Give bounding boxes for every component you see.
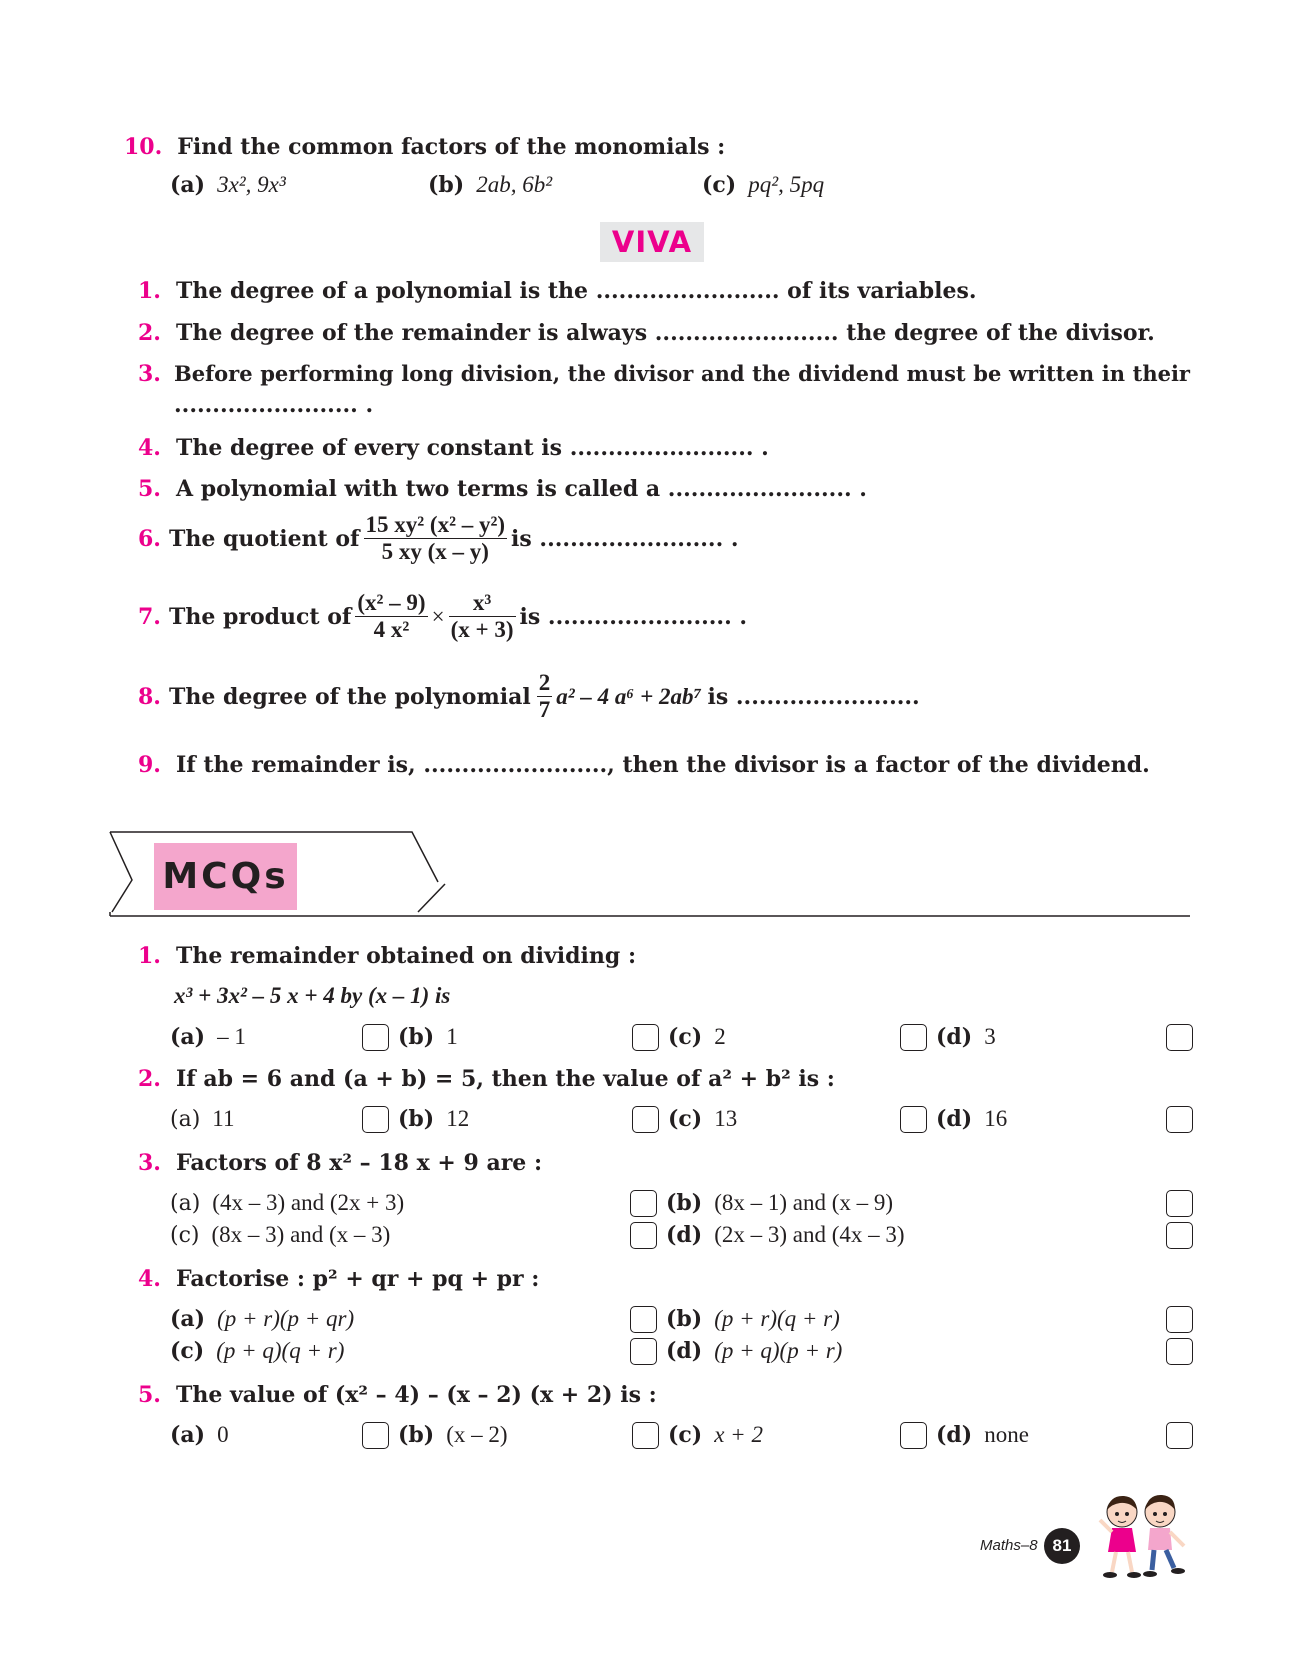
item-number: 4. — [138, 435, 161, 461]
option-label: (d) — [936, 1024, 973, 1050]
fraction — [537, 670, 553, 723]
item-text: Before performing long division, the divisor and the dividend must be written in their — [174, 361, 1190, 386]
item-text: The degree of a polynomial is the ........................ of its variables. — [175, 278, 977, 304]
item-number: 5. — [138, 476, 161, 502]
item-text: A polynomial with two terms is called a ........................ . — [175, 476, 867, 502]
fraction-denominator: (x + 3) — [450, 617, 514, 642]
viva-item-2 — [138, 320, 1155, 346]
mcq-4-checkbox-d[interactable] — [1166, 1338, 1193, 1365]
mcq-2-checkbox-a[interactable] — [362, 1106, 389, 1133]
mcq-3 — [138, 1150, 542, 1176]
option-value: 1 — [446, 1024, 458, 1049]
option-value: 16 — [984, 1106, 1008, 1131]
question-number: 10. — [124, 134, 163, 160]
option-value: (2x – 3) and (4x – 3) — [714, 1222, 905, 1247]
option-value: none — [984, 1422, 1029, 1447]
option-value: (8x – 3) and (x – 3) — [211, 1222, 391, 1247]
viva-item-4 — [138, 435, 769, 461]
option-label: (b) — [666, 1306, 703, 1332]
mcq-3-checkbox-b[interactable] — [1166, 1190, 1193, 1217]
fraction-1 — [355, 590, 427, 643]
fraction-numerator: x³ — [449, 590, 516, 617]
mcq-1-option-b — [398, 1024, 458, 1050]
question-number: 3. — [138, 1150, 161, 1176]
question-text: The remainder obtained on dividing : — [175, 943, 637, 969]
mcq-5-checkbox-b[interactable] — [632, 1422, 659, 1449]
option-label: (a) — [170, 1306, 206, 1332]
mcq-3-checkbox-a[interactable] — [630, 1190, 657, 1217]
mcq-2-option-c — [668, 1106, 737, 1132]
kids-illustration — [1092, 1490, 1192, 1590]
mcq-4-option-a — [170, 1306, 354, 1332]
mcq-1-checkbox-a[interactable] — [362, 1024, 389, 1051]
option-value: 13 — [714, 1106, 738, 1131]
mcq-1-checkbox-d[interactable] — [1166, 1024, 1193, 1051]
mcq-4 — [138, 1266, 539, 1292]
mcq-5-checkbox-c[interactable] — [900, 1422, 927, 1449]
fraction — [364, 512, 508, 565]
question-number: 2. — [138, 1066, 161, 1092]
option-label: (d) — [936, 1106, 973, 1132]
mcq-5 — [138, 1382, 657, 1408]
option-label: (b) — [666, 1190, 703, 1216]
mcq-5-option-a — [170, 1422, 229, 1448]
item-number: 9. — [138, 752, 161, 778]
option-value: (x – 2) — [446, 1422, 508, 1447]
mcq-2-checkbox-c[interactable] — [900, 1106, 927, 1133]
option-value: 3 — [984, 1024, 996, 1049]
option-label: (c) — [170, 1338, 205, 1364]
mcq-3-checkbox-c[interactable] — [630, 1222, 657, 1249]
item-text-post: is ........................ . — [511, 525, 739, 552]
fraction-numerator: 2 — [538, 670, 551, 695]
item-number: 8. — [138, 683, 161, 710]
question-text: The value of (x² – 4) – (x – 2) (x + 2) is : — [175, 1382, 657, 1408]
mcq-1-option-a — [170, 1024, 246, 1050]
question-number: 4. — [138, 1266, 161, 1292]
option-value: 11 — [212, 1106, 235, 1131]
fraction-2 — [449, 590, 516, 643]
mcq-5-option-c — [668, 1422, 763, 1448]
mcq-1-checkbox-c[interactable] — [900, 1024, 927, 1051]
question-text: If ab = 6 and (a + b) = 5, then the value of a² + b² is : — [175, 1066, 835, 1092]
item-text: The degree of the polynomial — [168, 683, 531, 710]
option-label: (d) — [936, 1422, 973, 1448]
option-value: 12 — [446, 1106, 470, 1131]
option-label: (b) — [428, 172, 465, 198]
mcq-5-checkbox-a[interactable] — [362, 1422, 389, 1449]
viva-item-8 — [138, 670, 920, 723]
mcq-4-checkbox-b[interactable] — [1166, 1306, 1193, 1333]
viva-item-7 — [138, 590, 747, 643]
option-label: (c) — [668, 1024, 703, 1050]
option-value: – 1 — [217, 1024, 246, 1049]
option-label: (c) — [170, 1223, 200, 1248]
option-label: (d) — [666, 1338, 703, 1364]
option-label: (c) — [668, 1106, 703, 1132]
mcq-3-checkbox-d[interactable] — [1166, 1222, 1193, 1249]
option-label: (b) — [398, 1024, 435, 1050]
option-value: x + 2 — [714, 1422, 763, 1447]
item-number: 6. — [138, 525, 161, 552]
viva-item-5 — [138, 476, 867, 502]
option-value: (4x – 3) and (2x + 3) — [212, 1190, 405, 1215]
mcq-5-checkbox-d[interactable] — [1166, 1422, 1193, 1449]
option-label: (a) — [170, 1024, 206, 1050]
mcq-heading: MCQs — [154, 843, 297, 910]
question-number: 1. — [138, 943, 161, 969]
viva-item-6 — [138, 512, 739, 565]
item-text: The quotient of — [168, 525, 360, 552]
option-label: (a) — [170, 1191, 201, 1216]
option-value: (p + r)(q + r) — [714, 1306, 840, 1331]
mcq-2 — [138, 1066, 835, 1092]
question-text: Find the common factors of the monomials : — [177, 134, 726, 160]
viva-item-3 — [138, 361, 1190, 418]
fraction-numerator: (x² – 9) — [357, 590, 426, 615]
viva-heading: VIVA — [600, 222, 704, 262]
question-10 — [124, 134, 725, 160]
fraction-numerator: 15 xy² (x² – y²) — [365, 512, 506, 537]
mcq-2-option-d — [936, 1106, 1007, 1132]
mcq-1-option-d — [936, 1024, 996, 1050]
option-label: (a) — [170, 1107, 201, 1132]
option-value: 3x², 9x³ — [217, 172, 286, 197]
question-expression: x³ + 3x² – 5 x + 4 by (x – 1) is — [174, 983, 451, 1008]
item-text-continued: ........................ . — [174, 392, 374, 418]
option-value: (8x – 1) and (x – 9) — [714, 1190, 894, 1215]
option-label: (c) — [702, 172, 737, 198]
option-label: (c) — [668, 1422, 703, 1448]
mcq-3-option-a — [170, 1190, 404, 1216]
polynomial-expression: a² – 4 a⁶ + 2ab⁷ — [556, 683, 702, 709]
viva-item-9 — [138, 752, 1150, 778]
question-number: 5. — [138, 1382, 161, 1408]
mcq-2-option-a — [170, 1106, 234, 1132]
question-text: Factors of 8 x² – 18 x + 9 are : — [175, 1150, 543, 1176]
footer-label: Maths–8 — [980, 1537, 1038, 1554]
item-number: 7. — [138, 603, 161, 630]
mcq-4-option-b — [666, 1306, 840, 1332]
item-text-post: is ........................ — [707, 683, 920, 710]
mcq-4-option-d — [666, 1338, 842, 1364]
option-label: (b) — [398, 1106, 435, 1132]
page-number: 81 — [1044, 1528, 1080, 1564]
option-value: (p + q)(q + r) — [216, 1338, 345, 1363]
item-text-post: is ........................ . — [519, 603, 748, 630]
q10-option-b — [428, 172, 552, 198]
option-label: (a) — [170, 1422, 206, 1448]
mcq-1 — [138, 943, 636, 969]
mcq-3-option-c — [170, 1222, 390, 1248]
mcq-5-option-b — [398, 1422, 508, 1448]
item-number: 3. — [138, 361, 161, 387]
mcq-5-option-d — [936, 1422, 1029, 1448]
mcq-1-option-c — [668, 1024, 726, 1050]
mcq-2-checkbox-b[interactable] — [632, 1106, 659, 1133]
item-text: The degree of every constant is ........................ . — [175, 435, 769, 461]
fraction-denominator: 7 — [538, 697, 551, 722]
mcq-3-option-d — [666, 1222, 905, 1248]
mcq-2-option-b — [398, 1106, 469, 1132]
item-text: The product of — [168, 603, 352, 630]
mcq-1-checkbox-b[interactable] — [632, 1024, 659, 1051]
option-label: (d) — [666, 1222, 703, 1248]
q10-option-c — [702, 172, 824, 198]
option-value: 2 — [714, 1024, 726, 1049]
item-number: 2. — [138, 320, 161, 346]
option-label: (b) — [398, 1422, 435, 1448]
option-value: (p + r)(p + qr) — [217, 1306, 355, 1331]
item-text: The degree of the remainder is always ........................ the degree of the divisor. — [175, 320, 1155, 346]
option-value: 2ab, 6b² — [476, 172, 553, 197]
item-text: If the remainder is, ........................, then the divisor is a factor of the dividend. — [175, 752, 1150, 778]
question-text: Factorise : p² + qr + pq + pr : — [175, 1266, 540, 1292]
q10-option-a — [170, 172, 286, 198]
option-value: pq², 5pq — [748, 172, 825, 197]
mcq-3-option-b — [666, 1190, 893, 1216]
mcq-4-checkbox-a[interactable] — [630, 1306, 657, 1333]
mcq-4-option-c — [170, 1338, 344, 1364]
mcq-4-checkbox-c[interactable] — [630, 1338, 657, 1365]
fraction-denominator: 4 x² — [373, 617, 410, 642]
option-value: (p + q)(p + r) — [714, 1338, 843, 1363]
times-sign: × — [431, 603, 445, 629]
fraction-denominator: 5 xy (x – y) — [381, 539, 489, 564]
option-value: 0 — [217, 1422, 229, 1447]
option-label: (a) — [170, 172, 206, 198]
viva-item-1 — [138, 278, 977, 304]
mcq-2-checkbox-d[interactable] — [1166, 1106, 1193, 1133]
item-number: 1. — [138, 278, 161, 304]
